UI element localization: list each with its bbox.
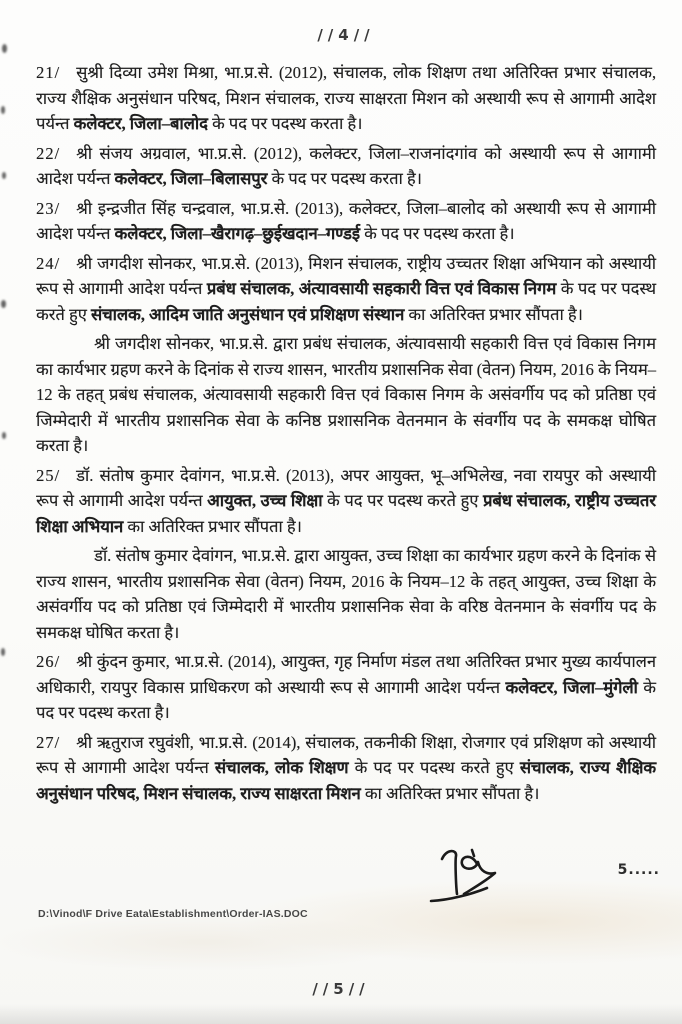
order-post-bold-text: आयुक्त, उच्च शिक्षा [207, 491, 323, 510]
order-item-25 [36, 463, 656, 540]
order-text: श्री कुंदन कुमार, भा.प्र.से. (2014), आयुक्त, गृह निर्माण मंडल तथा अतिरिक्त प्रभार मुख्य कार्यपालन अधिकारी, रायपुर विकास प्राधिकरण को अस्थायी रूप से आगामी आदेश पर्यन्त [36, 652, 656, 697]
order-post-bold-text: संचालक, लोक शिक्षण [214, 758, 349, 777]
order-text: श्री जगदीश सोनकर, भा.प्र.से. (2013), मिशन संचालक, राष्ट्रीय उच्चतर शिक्षा अभियान को अस्थायी रूप से आगामी आदेश पर्यन्त [36, 253, 656, 298]
order-text: के पद पर पदस्थ करता है। [36, 677, 656, 722]
order-text: के पद पर पदस्थ करता है। [267, 169, 422, 188]
order-item-24-continuation [36, 331, 656, 459]
order-text: श्री संजय अग्रवाल, भा.प्र.से. (2012), कलेक्टर, जिला–राजनांदगांव को अस्थायी रूप से आगामी आदेश पर्यन्त [36, 143, 656, 188]
order-post-bold-text: कलेक्टर, जिला–खैरागढ़–छुईखदान–गण्डई [114, 224, 360, 243]
order-item-21 [36, 60, 656, 137]
item-number: 21/ [36, 63, 61, 82]
scan-speck [1, 648, 5, 656]
order-item-23 [36, 196, 656, 247]
order-text: श्री इन्द्रजीत सिंह चन्द्रवाल, भा.प्र.से. (2013), कलेक्टर, जिला–बालोद को अस्थायी रूप से आगामी आदेश पर्यन्त [36, 198, 656, 243]
scan-speck [2, 172, 6, 179]
order-text: डॉ. संतोष कुमार देवांगन, भा.प्र.से. द्वारा आयुक्त, उच्च शिक्षा का कार्यभार ग्रहण करने के दिनांक से राज्य शासन, भारतीय प्रशासनिक सेवा (वेतन) नियम, 2016 के नियम–12 के तहत् आयुक्त, उच्च शिक्षा के असंवर्गीय पद को प्रतिष्ठा एवं जिम्मेदारी में भारतीय प्रशासनिक सेवा के वरिष्ठ वेतनमान के संवर्गीय पद के समकक्ष घोषित करता है। [36, 546, 656, 642]
order-text: का अतिरिक्त प्रभार सौंपता है। [404, 304, 583, 324]
order-item-27 [36, 730, 656, 807]
order-text: श्री जगदीश सोनकर, भा.प्र.से. द्वारा प्रबंध संचालक, अंत्यावसायी सहकारी वित्त एवं विकास निगम का कार्यभार ग्रहण करने के दिनांक से राज्य शासन, भारतीय प्रशासनिक सेवा (वेतन) नियम, 2016 के नियम–12 के तहत् प्रबंध संचालक, अंत्यावसायी सहकारी वित्त एवं विकास निगम के असंवर्गीय पद को प्रतिष्ठा एवं जिम्मेदारी में भारतीय प्रशासनिक सेवा के कनिष्ठ प्रशासनिक वेतनमान के संवर्गीय पद के समकक्ष घोषित करता है। [36, 334, 656, 455]
item-number: 27/ [36, 732, 61, 752]
order-text: श्री ऋतुराज रघुवंशी, भा.प्र.से. (2014), संचालक, तकनीकी शिक्षा, रोजगार एवं प्रशिक्षण को अस्थायी रूप से आगामी आदेश पर्यन्त [36, 732, 656, 777]
order-item-22 [36, 141, 656, 192]
scan-speck [2, 44, 7, 53]
order-item-24 [36, 251, 656, 328]
page-edge-shadow [0, 1004, 682, 1024]
page-number-bottom: //5// [312, 980, 370, 998]
order-text: के पद पर पदस्थ करते हुए [36, 279, 656, 324]
order-text: सुश्री दिव्या उमेश मिश्रा, भा.प्र.से. (2012), संचालक, लोक शिक्षण तथा अतिरिक्त प्रभार संचालक, राज्य शैक्षिक अनुसंधान परिषद, मिशन संचालक, राज्य साक्षरता मिशन को अस्थायी रूप से आगामी आदेश पर्यन्त [36, 63, 656, 133]
signature-scribble [420, 843, 520, 907]
order-post-bold-text: प्रबंध संचालक, अंत्यावसायी सहकारी वित्त एवं विकास निगम [206, 279, 557, 298]
order-item-25-continuation [36, 543, 656, 645]
item-number: 23/ [36, 198, 61, 218]
document-body [36, 60, 656, 806]
order-post-bold-text: प्रबंध संचालक, राष्ट्रीय उच्चतर शिक्षा अभियान [36, 491, 657, 536]
order-text: के पद पर पदस्थ करता है। [207, 114, 363, 133]
order-text: के पद पर पदस्थ करता है। [359, 224, 515, 243]
scan-speck [2, 432, 6, 439]
item-number: 22/ [36, 143, 61, 163]
order-item-26 [36, 649, 656, 726]
order-text: के पद पर पदस्थ करते हुए [322, 491, 483, 510]
order-text: के पद पर पदस्थ करते हुए [348, 758, 520, 777]
order-text: का अतिरिक्त प्रभार सौंपता है। [360, 783, 540, 803]
next-sheet-marker: 5..... [617, 862, 660, 878]
scan-speck [1, 300, 6, 308]
scan-speck [1, 106, 5, 114]
order-text: डॉ. संतोष कुमार देवांगन, भा.प्र.से. (2013), अपर आयुक्त, भू–अभिलेख, नवा रायपुर को अस्थायी रूप से आगामी आदेश पर्यन्त [36, 465, 656, 510]
order-text: का अतिरिक्त प्रभार सौंपता है। [123, 516, 302, 536]
order-post-bold-text: कलेक्टर, जिला–बालोद [73, 114, 208, 133]
document-file-path: D:\Vinod\F Drive Eata\Establishment\Order-IAS.DOC [38, 908, 308, 920]
item-number: 24/ [36, 253, 61, 273]
order-post-bold-text: कलेक्टर, जिला–मुंगेली [505, 677, 638, 697]
page-number-top: //4// [317, 26, 375, 44]
item-number: 26/ [36, 652, 61, 671]
item-number: 25/ [36, 465, 61, 485]
order-post-bold-text: कलेक्टर, जिला–बिलासपुर [114, 169, 268, 188]
order-post-bold-text: संचालक, आदिम जाति अनुसंधान एवं प्रशिक्षण संस्थान [90, 304, 405, 324]
order-post-bold-text: संचालक, राज्य शैक्षिक अनुसंधान परिषद, मिशन संचालक, राज्य साक्षरता मिशन [36, 758, 657, 803]
